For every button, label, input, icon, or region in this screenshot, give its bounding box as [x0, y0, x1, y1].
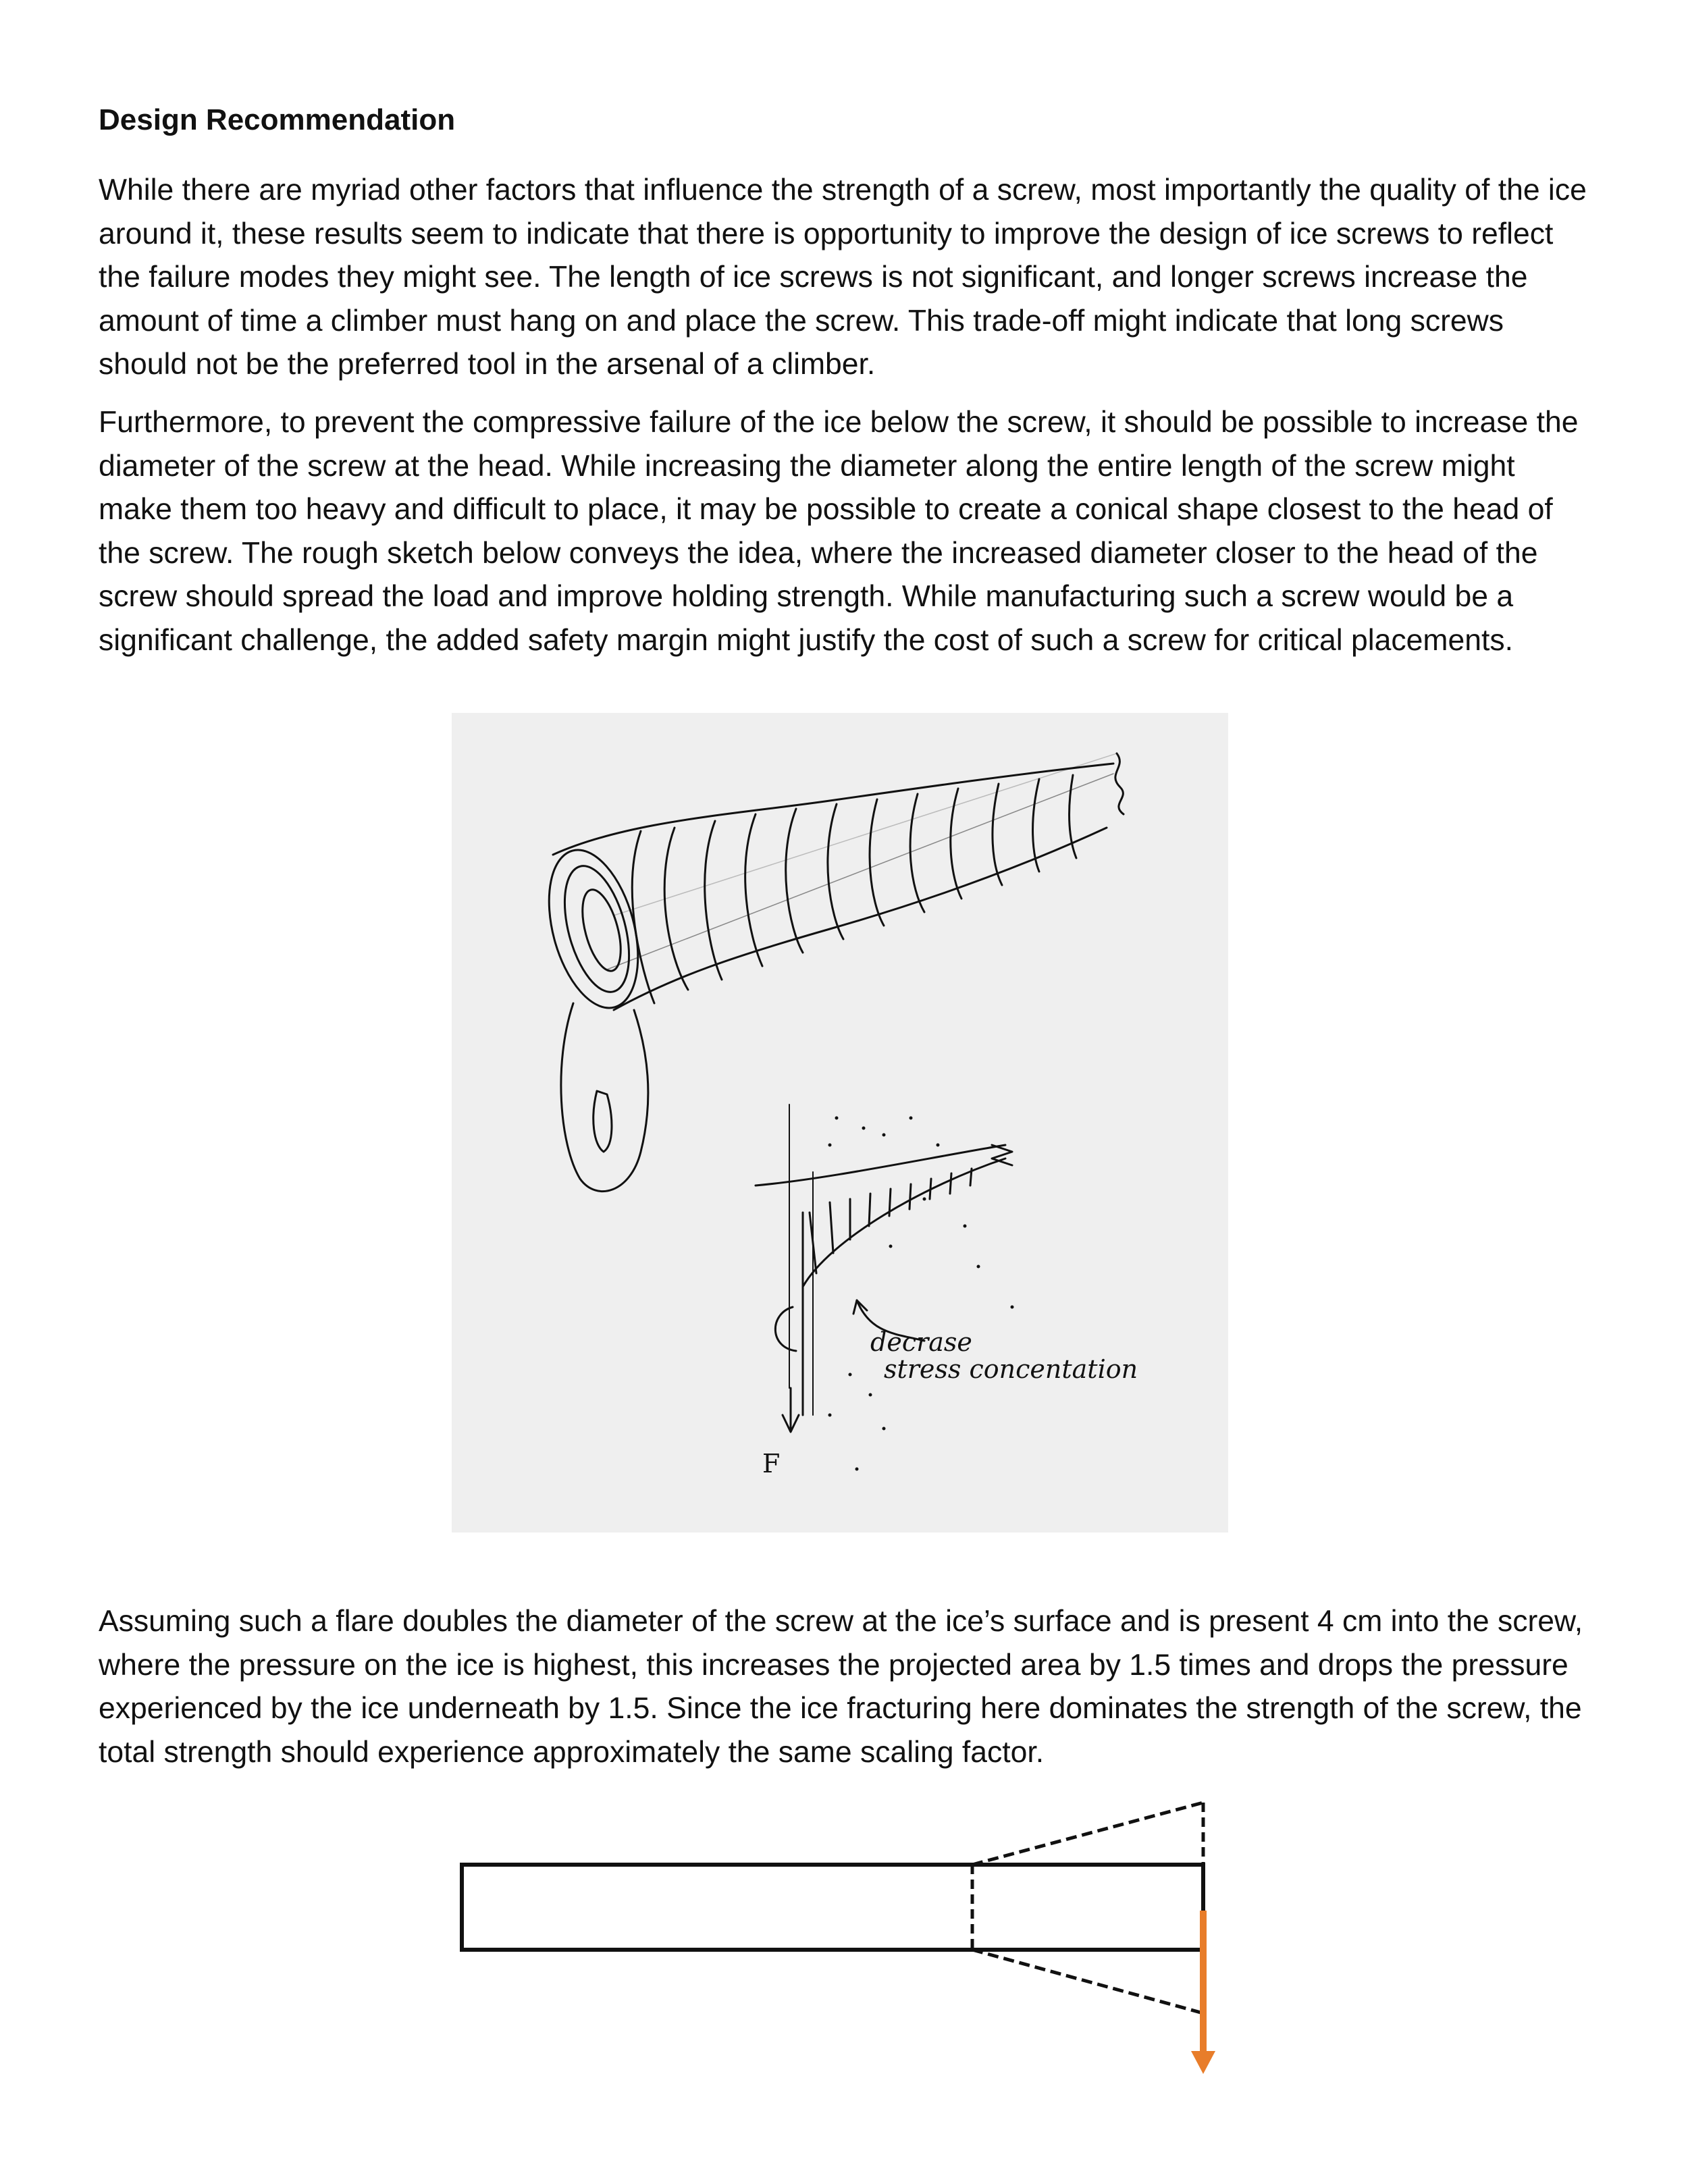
force-arrow-head: [1191, 2051, 1215, 2074]
screw-shaft: [462, 1865, 1203, 1950]
sketch-annotation-line2: stress concentation: [884, 1354, 1138, 1384]
sketch-annotation-line1: decrase: [870, 1327, 972, 1357]
paragraph-1-text: While there are myriad other factors that influence the strength of a screw, most importantly the quality of the ice around it, these results seem to indicate that there is opportunity to improve the design of ice screws to reflect the failure modes they might see. The length of ice screws is not significant, and longer screws increase the amount of time a climber must hang on and place the screw. This trade-off might indicate that long screws should not be the preferred tool in the arsenal of a climber.: [99, 174, 1587, 381]
flare-schematic-drawing: [446, 1782, 1242, 2079]
sketch-force-label: F: [762, 1449, 781, 1479]
paragraph-3: [99, 1600, 1594, 1774]
paragraph-2: [99, 401, 1594, 662]
flare-bottom-edge: [972, 1950, 1203, 2013]
paragraph-3-text: Assuming such a flare doubles the diameter of the screw at the ice’s surface and is present 4 cm into the screw, where the pressure on the ice is highest, this increases the projected area by 1.5 times and drops the pressure experienced by the ice underneath by 1.5. Since the ice fracturing here dominates the strength of the screw, the total strength should experience approximately the same scaling factor.: [99, 1605, 1583, 1769]
section-heading: Design Recommendation: [99, 103, 456, 136]
paragraph-1: [99, 169, 1594, 387]
ice-screw-sketch: [452, 713, 1228, 1533]
flare-schematic: [446, 1782, 1242, 2083]
flare-top-edge: [972, 1803, 1203, 1865]
paragraph-2-text: Furthermore, to prevent the compressive failure of the ice below the screw, it should be possible to increase the diameter of the screw at the head. While increasing the diameter along the entire length of the screw might make them too heavy and difficult to place, it may be possible to create a conical shape closest to the head of the screw. The rough sketch below conveys the idea, where the increased diameter closer to the head of the screw should spread the load and improve holding strength. While manufacturing such a screw would be a significant challenge, the added safety margin might justify the cost of such a screw for critical placements.: [99, 406, 1579, 657]
sketch-drawing: [452, 713, 1228, 1533]
